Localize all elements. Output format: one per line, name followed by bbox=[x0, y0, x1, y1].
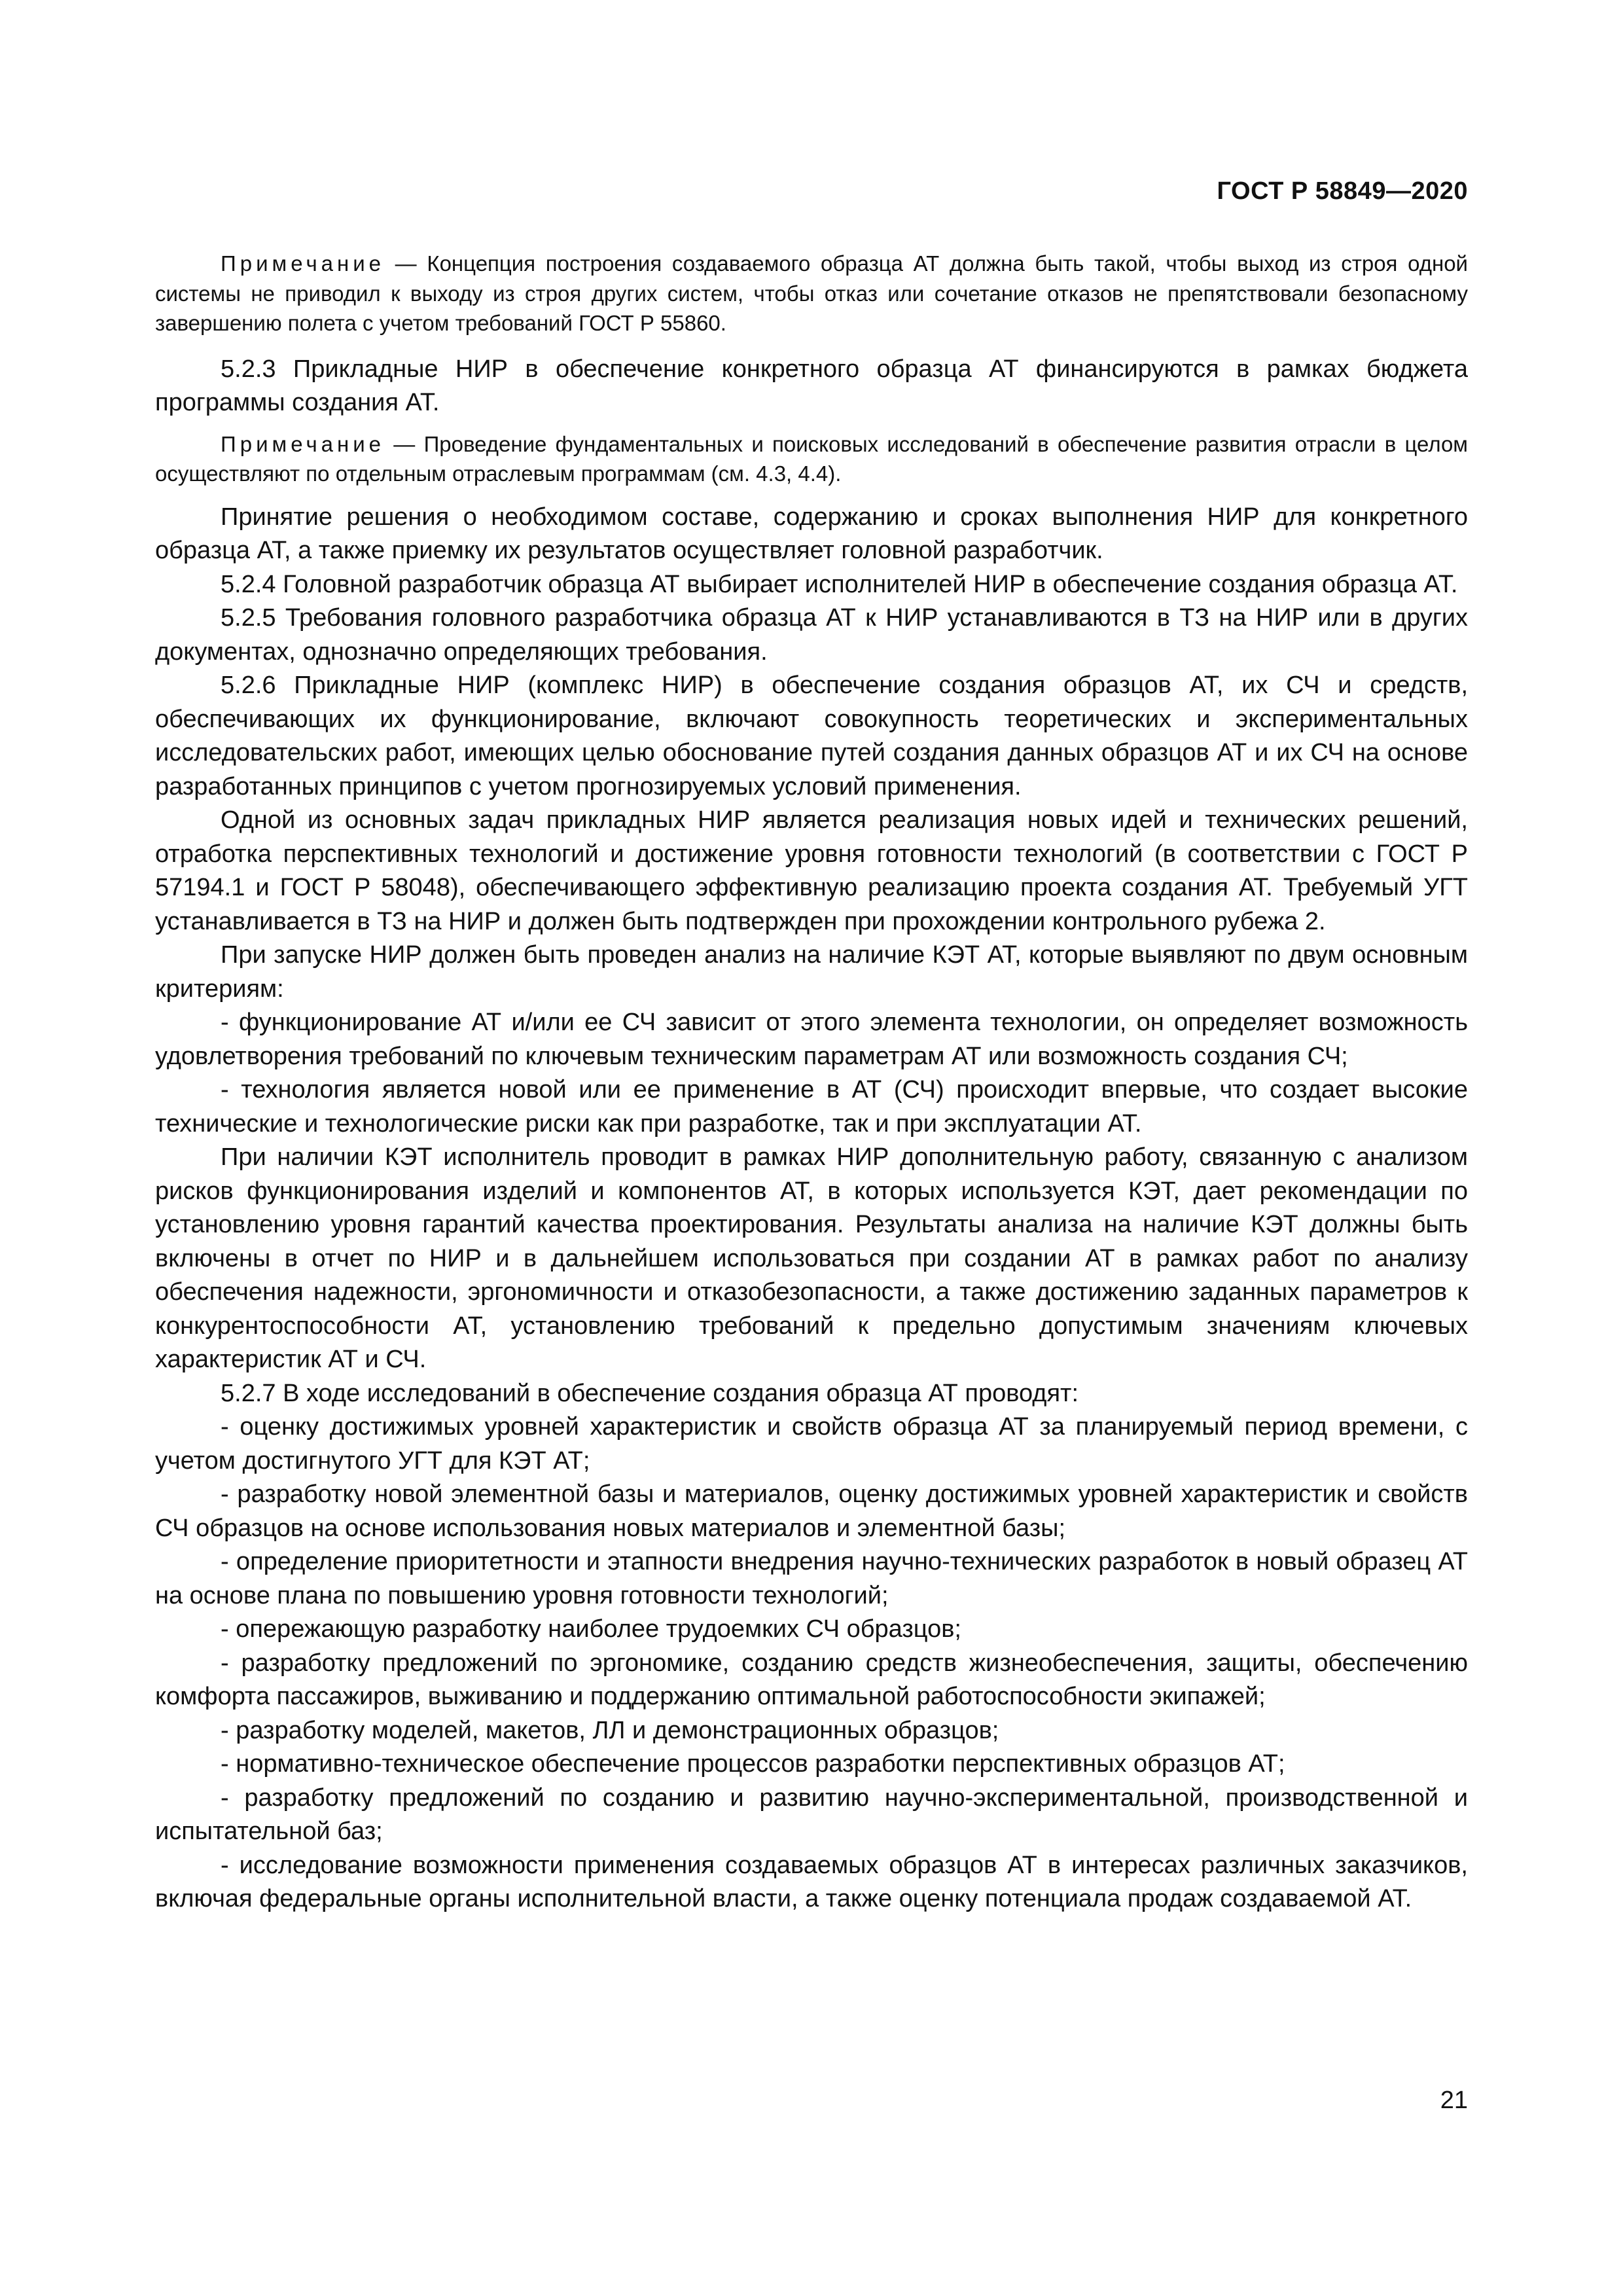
list-item: - определение приоритетности и этапности внедрения научно-технических разработок в новый образец АТ на основе плана по повышению уровня готовности технологий; bbox=[155, 1548, 1468, 1609]
list-item: - разработку предложений по созданию и развитию научно-экспериментальной, производственной и испытательной баз; bbox=[155, 1784, 1468, 1845]
list-item: - разработку предложений по эргономике, созданию средств жизнеобеспечения, защиты, обеспечению комфорта пассажиров, выживанию и поддержанию оптимальной работоспособности экипажей; bbox=[155, 1649, 1468, 1710]
note-paragraph bbox=[155, 249, 1468, 338]
text-paragraph: При наличии КЭТ исполнитель проводит в рамках НИР дополнительную работу, связанную с анализом рисков функционирования изделий и компонентов АТ, в которых используется КЭТ, дает рекомендации по установлению уровня гарантий качества проектирования. Результаты анализа на наличие КЭТ должны быть включены в отчет по НИР и в дальнейшем использоваться при создании АТ в рамках работ по анализу обеспечения надежности, эргономичности и отказобезопасности, а также достижению заданных параметров к конкурентоспособности АТ, установлению требований к предельно допустимым значениям ключевых характеристик АТ и СЧ. bbox=[155, 1143, 1468, 1373]
note-label: Примечание bbox=[221, 251, 385, 276]
list-item: - оценку достижимых уровней характеристик и свойств образца АТ за планируемый период времени, с учетом достигнутого УГТ для КЭТ АТ; bbox=[155, 1413, 1468, 1475]
list-item: - функционирование АТ и/или ее СЧ зависит от этого элемента технологии, он определяет возможность удовлетворения требований по ключевым техническим параметрам АТ или возможность создания СЧ; bbox=[155, 1009, 1468, 1070]
list-item: - технология является новой или ее применение в АТ (СЧ) происходит впервые, что создает высокие технические и технологические риски как при разработке, так и при эксплуатации АТ. bbox=[155, 1076, 1468, 1138]
document-designation: ГОСТ Р 58849—2020 bbox=[1217, 177, 1468, 205]
clause-5-2-4: 5.2.4 Головной разработчик образца АТ выбирает исполнителей НИР в обеспечение создания образца АТ. bbox=[221, 570, 1458, 598]
text-paragraph: Принятие решения о необходимом составе, содержанию и сроках выполнения НИР для конкретного образца АТ, а также приемку их результатов осуществляет головной разработчик. bbox=[155, 503, 1468, 564]
list-item: - опережающую разработку наиболее трудоемких СЧ образцов; bbox=[221, 1615, 961, 1643]
list-item: - исследование возможности применения создаваемых образцов АТ в интересах различных заказчиков, включая федеральные органы исполнительной власти, а также оценку потенциала продаж создаваемой АТ. bbox=[155, 1851, 1468, 1912]
list-item: - разработку новой элементной базы и материалов, оценку достижимых уровней характеристик и свойств СЧ образцов на основе использования новых материалов и элементной базы; bbox=[155, 1480, 1468, 1542]
page-number: 21 bbox=[1440, 2087, 1468, 2114]
clause-5-2-5: 5.2.5 Требования головного разработчика образца АТ к НИР устанавливаются в ТЗ на НИР или в других документах, однозначно определяющих требования. bbox=[155, 604, 1468, 666]
list-item: - нормативно-техническое обеспечение процессов разработки перспективных образцов АТ; bbox=[221, 1750, 1285, 1778]
note-paragraph bbox=[155, 429, 1468, 489]
list-item: - разработку моделей, макетов, ЛЛ и демонстрационных образцов; bbox=[221, 1716, 999, 1744]
clause-5-2-6: 5.2.6 Прикладные НИР (комплекс НИР) в обеспечение создания образцов АТ, их СЧ и средств, обеспечивающих их функционирование, включают совокупность теоретических и экспериментальных исследовательских работ, имеющих целью обоснование путей создания данных образцов АТ и их СЧ на основе разработанных принципов с учетом прогнозируемых условий применения. bbox=[155, 672, 1468, 800]
text-paragraph: При запуске НИР должен быть проведен анализ на наличие КЭТ АТ, которые выявляют по двум основным критериям: bbox=[155, 941, 1468, 1003]
clause-5-2-3: 5.2.3 Прикладные НИР в обеспечение конкретного образца АТ финансируются в рамках бюджета программы создания АТ. bbox=[155, 355, 1468, 416]
text-paragraph: Одной из основных задач прикладных НИР является реализация новых идей и технических решений, отработка перспективных технологий и достижение уровня готовности технологий (в соответствии с ГОСТ Р 57194.1 и ГОСТ Р 58048), обеспечивающего эффективную реализацию проекта создания АТ. Требуемый УГТ устанавливается в ТЗ на НИР и должен быть подтвержден при прохождении контрольного рубежа 2. bbox=[155, 806, 1468, 935]
note-text: — Концепция построения создаваемого образца АТ должна быть такой, чтобы выход из строя одной системы не приводил к выходу из строя других систем, чтобы отказ или сочетание отказов не препятствовали безопасному завершению полета с учетом требований ГОСТ Р 55860. bbox=[155, 251, 1468, 335]
clause-5-2-7: 5.2.7 В ходе исследований в обеспечение создания образца АТ проводят: bbox=[221, 1379, 1079, 1407]
note-label: Примечание bbox=[221, 431, 385, 456]
page-body bbox=[155, 249, 1468, 1916]
note-text: — Проведение фундаментальных и поисковых исследований в обеспечение развития отрасли в целом осуществляют по отдельным отраслевым программам (см. 4.3, 4.4). bbox=[155, 431, 1468, 486]
